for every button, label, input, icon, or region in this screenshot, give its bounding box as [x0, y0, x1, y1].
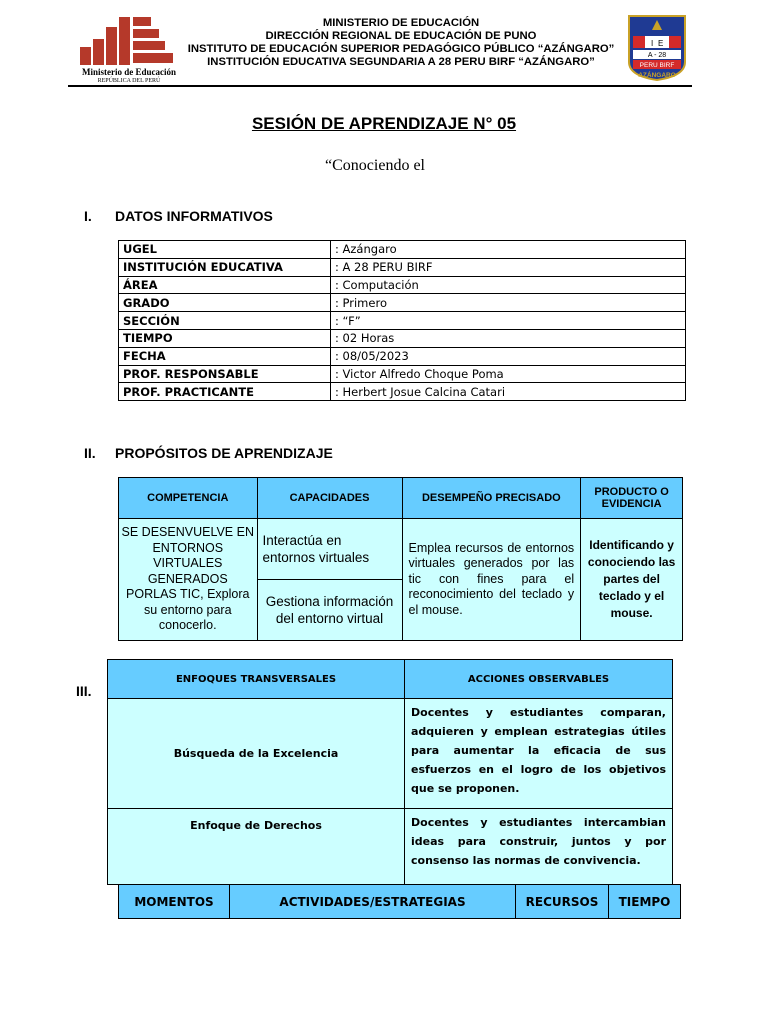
field-label: PROF. RESPONSABLE	[119, 365, 331, 383]
column-header: ACCIONES OBSERVABLES	[405, 660, 673, 699]
column-header: ACTIVIDADES/ESTRATEGIAS	[230, 885, 516, 919]
table-row	[119, 294, 686, 312]
field-value: : Herbert Josue Calcina Catari	[331, 383, 686, 401]
header-rule	[68, 85, 692, 87]
capacidad-cell: Interactúa en entornos virtuales	[257, 519, 402, 580]
table-row	[119, 519, 683, 580]
table-header-row	[119, 885, 681, 919]
field-label: UGEL	[119, 241, 331, 259]
field-value: : 08/05/2023	[331, 347, 686, 365]
field-value: : Primero	[331, 294, 686, 312]
accion-cell: Docentes y estudiantes intercambian ideas para construir, juntos y por consenso las normas de convivencia.	[405, 809, 673, 885]
table-row	[119, 258, 686, 276]
section-title: PROPÓSITOS DE APRENDIZAJE	[115, 445, 333, 461]
datos-informativos-table	[118, 240, 686, 401]
field-value: : 02 Horas	[331, 329, 686, 347]
column-header: PRODUCTO O EVIDENCIA	[581, 478, 683, 519]
shield-name: PERU BIRF	[639, 62, 675, 69]
field-label: PROF. PRACTICANTE	[119, 383, 331, 401]
shield-letter: I	[651, 39, 654, 48]
page-title: SESIÓN DE APRENDIZAJE N° 05	[251, 114, 517, 133]
section-number: I.	[84, 208, 92, 224]
table-row	[119, 365, 686, 383]
field-label: GRADO	[119, 294, 331, 312]
column-header: COMPETENCIA	[119, 478, 258, 519]
table-row	[119, 383, 686, 401]
session-subtitle: “Conociendo el	[325, 157, 425, 174]
column-header: TIEMPO	[609, 885, 681, 919]
field-value: : A 28 PERU BIRF	[331, 258, 686, 276]
shield-code: A - 28	[647, 52, 667, 59]
column-header: RECURSOS	[516, 885, 609, 919]
field-value: : “F”	[331, 312, 686, 330]
table-header-row	[108, 660, 673, 699]
logo-caption: Ministerio de Educación	[82, 67, 176, 77]
producto-cell: Identificando y conociendo las partes del teclado y el mouse.	[581, 519, 683, 641]
header-line: DIRECCIÓN REGIONAL DE EDUCACIÓN DE PUNO	[265, 30, 537, 42]
column-header: DESEMPEÑO PRECISADO	[402, 478, 581, 519]
table-row	[119, 312, 686, 330]
section-title: DATOS INFORMATIVOS	[115, 208, 273, 224]
institution-header	[180, 17, 622, 69]
field-value: : Azángaro	[331, 241, 686, 259]
desempeno-cell: Emplea recursos de entornos virtuales generados por las tic con fines para el reconocimiento del teclado y el mouse.	[402, 519, 581, 641]
section-number: III.	[76, 683, 92, 699]
field-label: TIEMPO	[119, 329, 331, 347]
field-label: ÁREA	[119, 276, 331, 294]
accion-cell: Docentes y estudiantes comparan, adquieren y emplean estrategias útiles para aumentar la eficacia de sus esfuerzos en el logro de los objetivos que se proponen.	[405, 699, 673, 809]
field-label: FECHA	[119, 347, 331, 365]
competencia-cell: SE DESENVUELVE EN ENTORNOS VIRTUALES GENERADOS PORLAS TIC, Explora su entorno para conocerlo.	[119, 519, 258, 641]
enfoque-cell: Enfoque de Derechos	[108, 809, 405, 885]
table-row	[119, 329, 686, 347]
table-row	[119, 276, 686, 294]
field-value: : Victor Alfredo Choque Poma	[331, 365, 686, 383]
shield-town: AZÁNGARO	[638, 72, 676, 79]
table-header-row	[119, 478, 683, 519]
shield-letter: E	[658, 39, 664, 48]
table-row	[119, 347, 686, 365]
enfoque-cell: Búsqueda de la Excelencia	[108, 699, 405, 809]
logo-subcaption: REPÚBLICA DEL PERÚ	[97, 78, 161, 84]
momentos-table	[118, 884, 681, 919]
school-shield-icon	[626, 14, 688, 82]
enfoques-table	[107, 659, 673, 885]
header-line: INSTITUCIÓN EDUCATIVA SEGUNDARIA A 28 PERU BIRF “AZÁNGARO”	[207, 56, 595, 68]
table-row	[108, 809, 673, 885]
header-line: MINISTERIO DE EDUCACIÓN	[322, 17, 480, 29]
header-line: INSTITUTO DE EDUCACIÓN SUPERIOR PEDAGÓGICO PÚBLICO “AZÁNGARO”	[187, 43, 615, 55]
table-row	[119, 241, 686, 259]
section-number: II.	[84, 445, 96, 461]
table-row	[108, 699, 673, 809]
column-header: CAPACIDADES	[257, 478, 402, 519]
field-value: : Computación	[331, 276, 686, 294]
capacidad-cell: Gestiona información del entorno virtual	[257, 580, 402, 641]
field-label: SECCIÓN	[119, 312, 331, 330]
propositos-table	[118, 477, 683, 641]
column-header: ENFOQUES TRANSVERSALES	[108, 660, 405, 699]
column-header: MOMENTOS	[119, 885, 230, 919]
field-label: INSTITUCIÓN EDUCATIVA	[119, 258, 331, 276]
